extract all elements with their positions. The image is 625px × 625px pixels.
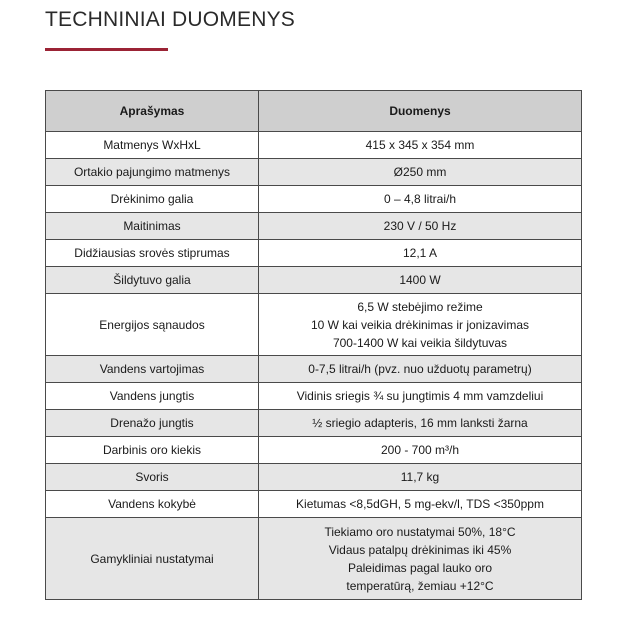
row-value: Vidinis sriegis ¾ su jungtimis 4 mm vamzdeliui (259, 383, 582, 410)
row-value: Ø250 mm (259, 159, 582, 186)
row-value: 1400 W (259, 267, 582, 294)
row-label: Vandens kokybė (46, 491, 259, 518)
title-accent-bar (45, 48, 168, 51)
table-row (46, 356, 582, 383)
table-row (46, 186, 582, 213)
row-value-line: temperatūrą, žemiau +12°C (346, 578, 494, 593)
row-label: Drėkinimo galia (46, 186, 259, 213)
row-label: Vandens vartojimas (46, 356, 259, 383)
table-row (46, 437, 582, 464)
row-label: Vandens jungtis (46, 383, 259, 410)
table-row (46, 410, 582, 437)
table-row (46, 132, 582, 159)
row-value: 0-7,5 litrai/h (pvz. nuo užduotų parametrų) (259, 356, 582, 383)
row-value-line: 10 W kai veikia drėkinimas ir jonizavimas (310, 317, 530, 332)
table-row (46, 213, 582, 240)
table-row (46, 240, 582, 267)
row-value: 230 V / 50 Hz (259, 213, 582, 240)
row-label: Drenažo jungtis (46, 410, 259, 437)
row-value (259, 294, 582, 356)
row-label: Maitinimas (46, 213, 259, 240)
row-value-line: Paleidimas pagal lauko oro (347, 560, 493, 575)
row-label: Gamykliniai nustatymai (46, 518, 259, 600)
row-label: Energijos sąnaudos (46, 294, 259, 356)
column-header-description: Aprašymas (46, 91, 259, 132)
row-value: 11,7 kg (259, 464, 582, 491)
row-value-line: Tiekiamo oro nustatymai 50%, 18°C (324, 524, 516, 539)
page-title: TECHNINIAI DUOMENYS (45, 8, 295, 31)
row-value (259, 518, 582, 600)
table-row (46, 294, 582, 356)
row-label: Šildytuvo galia (46, 267, 259, 294)
table-header-row (46, 91, 582, 132)
table-row (46, 518, 582, 600)
table-row (46, 464, 582, 491)
table-row (46, 491, 582, 518)
row-value: ½ sriegio adapteris, 16 mm lanksti žarna (259, 410, 582, 437)
row-label: Matmenys WxHxL (46, 132, 259, 159)
row-value: 12,1 A (259, 240, 582, 267)
column-header-data: Duomenys (259, 91, 582, 132)
row-label: Svoris (46, 464, 259, 491)
row-label: Darbinis oro kiekis (46, 437, 259, 464)
table-row (46, 383, 582, 410)
row-value-line: 700-1400 W kai veikia šildytuvas (332, 335, 508, 350)
row-value: 200 - 700 m³/h (259, 437, 582, 464)
row-value-line: 6,5 W stebėjimo režime (357, 299, 483, 314)
row-value: 415 x 345 x 354 mm (259, 132, 582, 159)
row-value-line: Vidaus patalpų drėkinimas iki 45% (328, 542, 512, 557)
row-label: Didžiausias srovės stiprumas (46, 240, 259, 267)
row-label: Ortakio pajungimo matmenys (46, 159, 259, 186)
table-row (46, 267, 582, 294)
row-value: 0 – 4,8 litrai/h (259, 186, 582, 213)
specs-table (45, 90, 582, 600)
row-value: Kietumas <8,5dGH, 5 mg-ekv/l, TDS <350ppm (259, 491, 582, 518)
table-row (46, 159, 582, 186)
